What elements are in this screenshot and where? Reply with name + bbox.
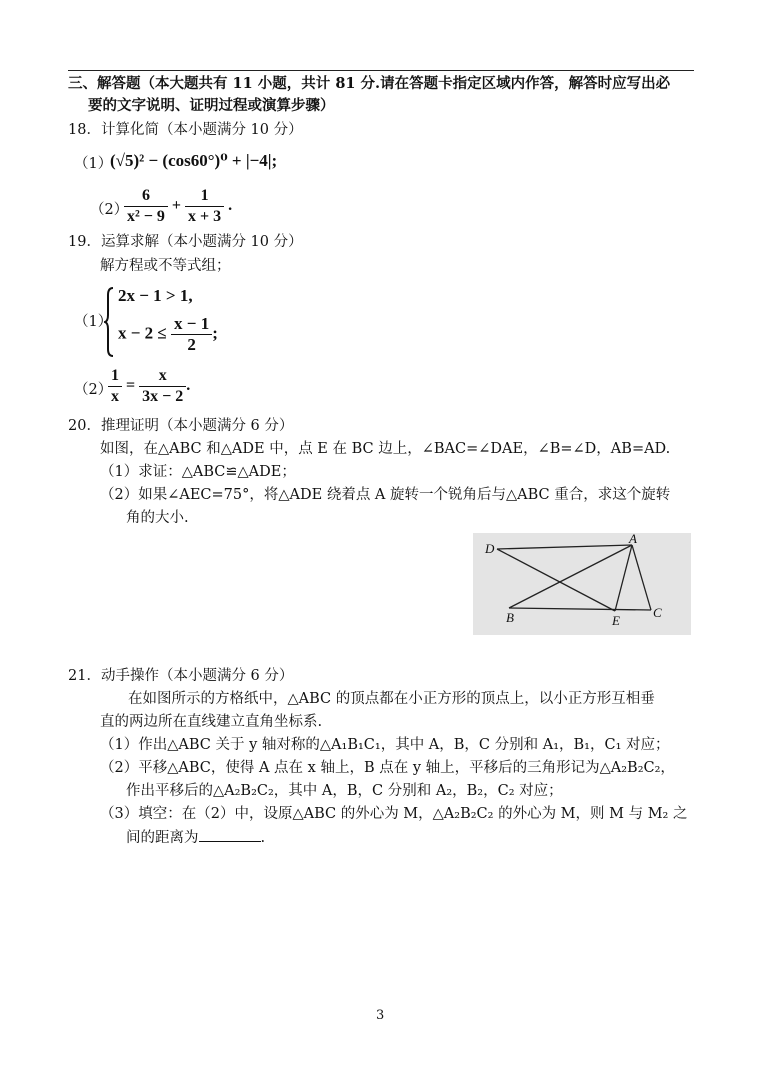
q19-eq-end: .	[186, 377, 191, 395]
q21-part2: （2）平移△ABC，使得 A 点在 x 轴上，B 点在 y 轴上，平移后的三角形记为△A₂B₂C₂，	[100, 760, 675, 776]
q19-eq-fraction-1	[108, 366, 122, 407]
q18-part2-label: （2）	[90, 202, 129, 218]
q21-intro-cont: 直的两边所在直线建立直角坐标系.	[100, 714, 323, 730]
q18-part1-expression: (√5)² − (cos60°)⁰ + |−4|;	[110, 151, 278, 170]
q19-ineq2-denominator: 2	[187, 335, 196, 354]
q20-title: 20．推理证明（本小题满分 6 分）	[68, 418, 294, 434]
page-number: 3	[376, 1008, 385, 1023]
q21-part1: （1）作出△ABC 关于 y 轴对称的△A₁B₁C₁，其中 A，B，C 分别和 A₁，B₁，C₁ 对应；	[100, 737, 670, 753]
q21-part3-text: 间的距离为	[126, 830, 199, 846]
q19-inequality-2	[118, 314, 218, 355]
section-title: 三、解答题（本大题共有 11 小题，共计 81 分.请在答题卡指定区域内作答，解答时应写出必	[68, 75, 671, 92]
section-title-cont: 要的文字说明、证明过程或演算步骤）	[88, 97, 335, 114]
label-point-d: D	[485, 541, 495, 556]
q19-intro: 解方程或不等式组；	[100, 258, 231, 274]
label-point-a: A	[629, 533, 637, 546]
q19-equals: =	[126, 377, 136, 395]
q19-part1-label: （1）	[74, 314, 113, 330]
label-point-c: C	[653, 605, 662, 620]
q20-part1: （1）求证：△ABC≌△ADE；	[100, 464, 296, 480]
label-point-e: E	[612, 613, 620, 628]
q21-part3-period: .	[260, 830, 266, 846]
q18-fraction-1	[124, 186, 168, 227]
q20-figure-svg	[473, 533, 691, 635]
q19-eq-fraction-2	[139, 366, 186, 407]
q21-part3-cont	[126, 827, 265, 848]
q19-ineq2-fraction	[171, 314, 212, 355]
q19-eq-frac1-numerator: 1	[108, 366, 122, 387]
q21-title: 21．动手操作（本小题满分 6 分）	[68, 668, 294, 684]
q19-eq-frac2-denominator: 3x − 2	[142, 388, 184, 405]
q21-part2-cont: 作出平移后的△A₂B₂C₂，其中 A，B，C 分别和 A₂，B₂，C₂ 对应；	[126, 783, 563, 799]
q18-part2-expression	[124, 186, 232, 227]
q18-part1-label: （1）	[74, 156, 113, 172]
q20-triangle-figure	[473, 533, 691, 635]
q19-title: 19．运算求解（本小题满分 10 分）	[68, 234, 303, 250]
q18-period: .	[228, 197, 233, 215]
system-brace-icon	[104, 287, 114, 357]
q21-part3: （3）填空：在（2）中，设原△ABC 的外心为 M，△A₂B₂C₂ 的外心为 M，则 M 与 M₂ 之	[100, 806, 688, 822]
q19-ineq2-left: x − 2 ≤	[118, 323, 167, 343]
answer-blank[interactable]	[199, 827, 261, 842]
q18-fraction-2	[185, 186, 224, 227]
q18-frac2-denominator: x + 3	[188, 208, 222, 225]
q19-ineq2-numerator: x − 1	[171, 314, 212, 335]
q19-ineq2-end: ;	[212, 323, 218, 343]
q19-part2-label: （2）	[74, 382, 113, 398]
q18-title: 18．计算化简（本小题满分 10 分）	[68, 122, 303, 138]
q18-frac1-denominator: x² − 9	[127, 208, 165, 225]
header-rule	[68, 70, 694, 71]
q20-part2: （2）如果∠AEC=75°，将△ADE 绕着点 A 旋转一个锐角后与△ABC 重合，求这个旋转	[100, 487, 671, 503]
q19-part2-equation	[108, 366, 190, 407]
label-point-b: B	[506, 610, 514, 625]
q19-eq-frac2-numerator: x	[139, 366, 186, 387]
q18-frac2-numerator: 1	[185, 186, 224, 207]
q21-intro: 在如图所示的方格纸中，△ABC 的顶点都在小正方形的顶点上，以小正方形互相垂	[128, 691, 655, 707]
q18-plus: +	[171, 197, 182, 215]
q19-inequality-1: 2x − 1 > 1,	[118, 286, 193, 305]
q18-frac1-numerator: 6	[124, 186, 168, 207]
q20-intro: 如图，在△ABC 和△ADE 中，点 E 在 BC 边上，∠BAC=∠DAE，∠B=∠D，AB=AD.	[100, 441, 671, 457]
q20-part2-cont: 角的大小.	[126, 510, 189, 526]
q19-eq-frac1-denominator: x	[111, 388, 119, 405]
